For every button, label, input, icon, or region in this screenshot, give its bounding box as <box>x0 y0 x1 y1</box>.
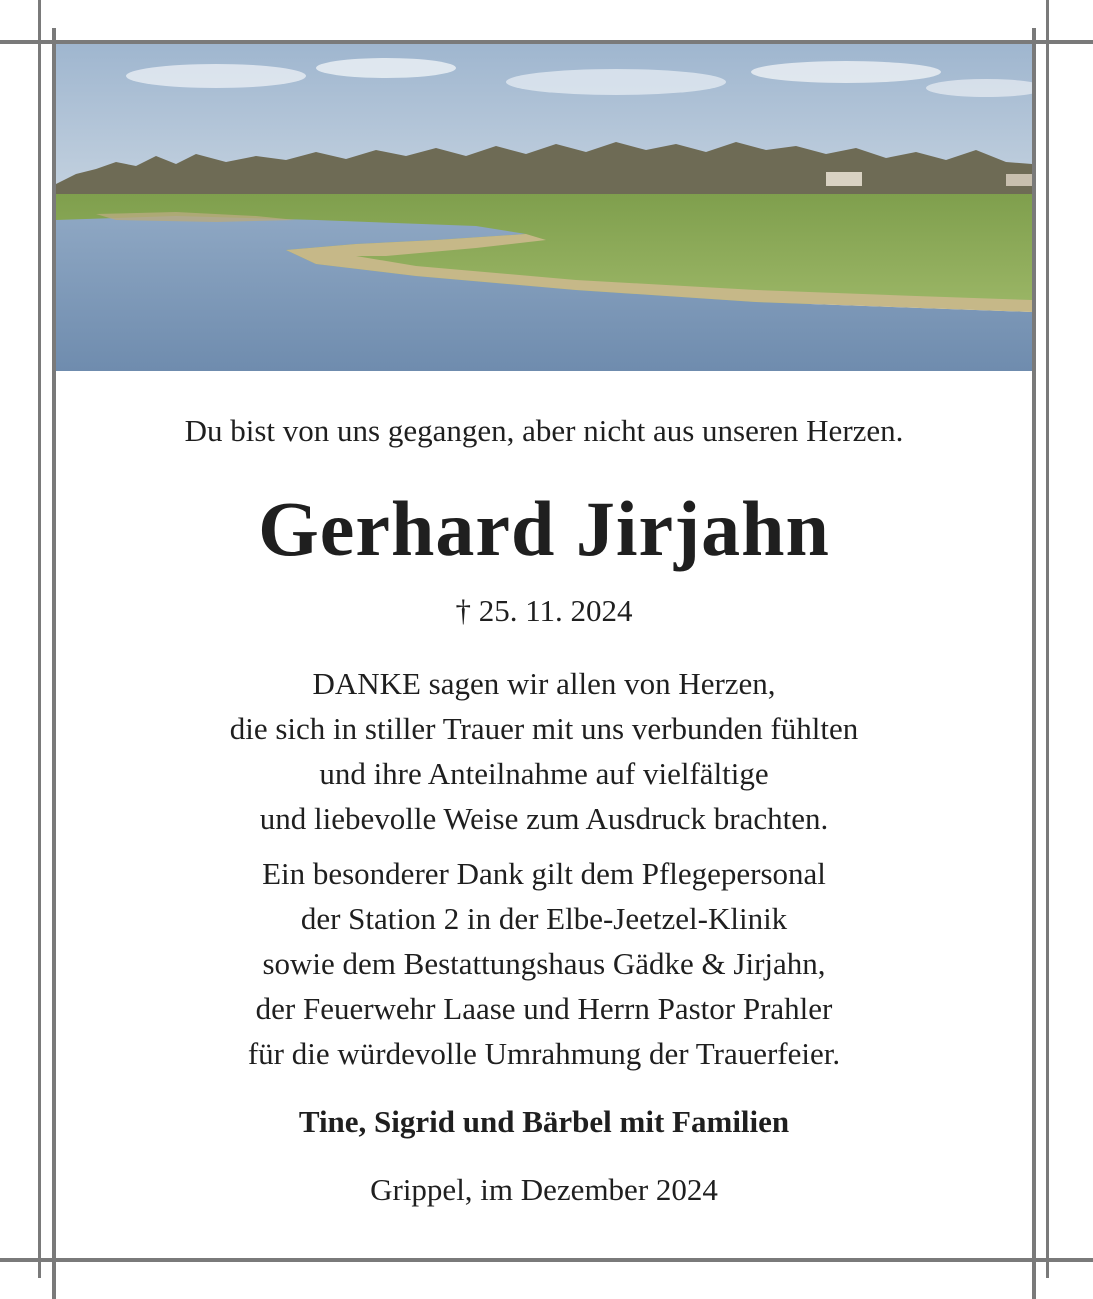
thanks-line: DANKE sagen wir allen von Herzen, <box>312 666 776 701</box>
motto: Du bist von uns gegangen, aber nicht aus unseren Herzen. <box>184 413 904 448</box>
thanks-line: und ihre Anteilnahme auf vielfältige <box>319 756 769 791</box>
special-thanks-line: der Feuerwehr Laase und Herrn Pastor Prahler <box>255 991 833 1026</box>
special-thanks-line: sowie dem Bestattungshaus Gädke & Jirjahn, <box>262 946 826 981</box>
frame-line-right-inner <box>1032 28 1036 1299</box>
signature: Tine, Sigrid und Bärbel mit Familien <box>298 1104 790 1139</box>
death-date: † 25. 11. 2024 <box>455 593 633 628</box>
deceased-name: Gerhard Jirjahn <box>258 485 830 572</box>
special-thanks-paragraph <box>56 851 1032 1076</box>
special-thanks-line: für die würdevolle Umrahmung der Trauerfeier. <box>247 1036 841 1071</box>
thanks-line: und liebevolle Weise zum Ausdruck brachten. <box>259 801 829 836</box>
special-thanks-line: der Station 2 in der Elbe-Jeetzel-Klinik <box>300 901 788 936</box>
frame-line-left-outer <box>38 0 41 1278</box>
landscape-photo <box>56 44 1032 371</box>
place-date: Grippel, im Dezember 2024 <box>370 1172 718 1207</box>
thanks-line: die sich in stiller Trauer mit uns verbunden fühlten <box>229 711 859 746</box>
thanks-paragraph <box>56 661 1032 841</box>
frame-line-bottom <box>0 1258 1093 1262</box>
special-thanks-line: Ein besonderer Dank gilt dem Pflegepersonal <box>262 856 826 891</box>
frame-line-right-outer <box>1046 0 1049 1278</box>
